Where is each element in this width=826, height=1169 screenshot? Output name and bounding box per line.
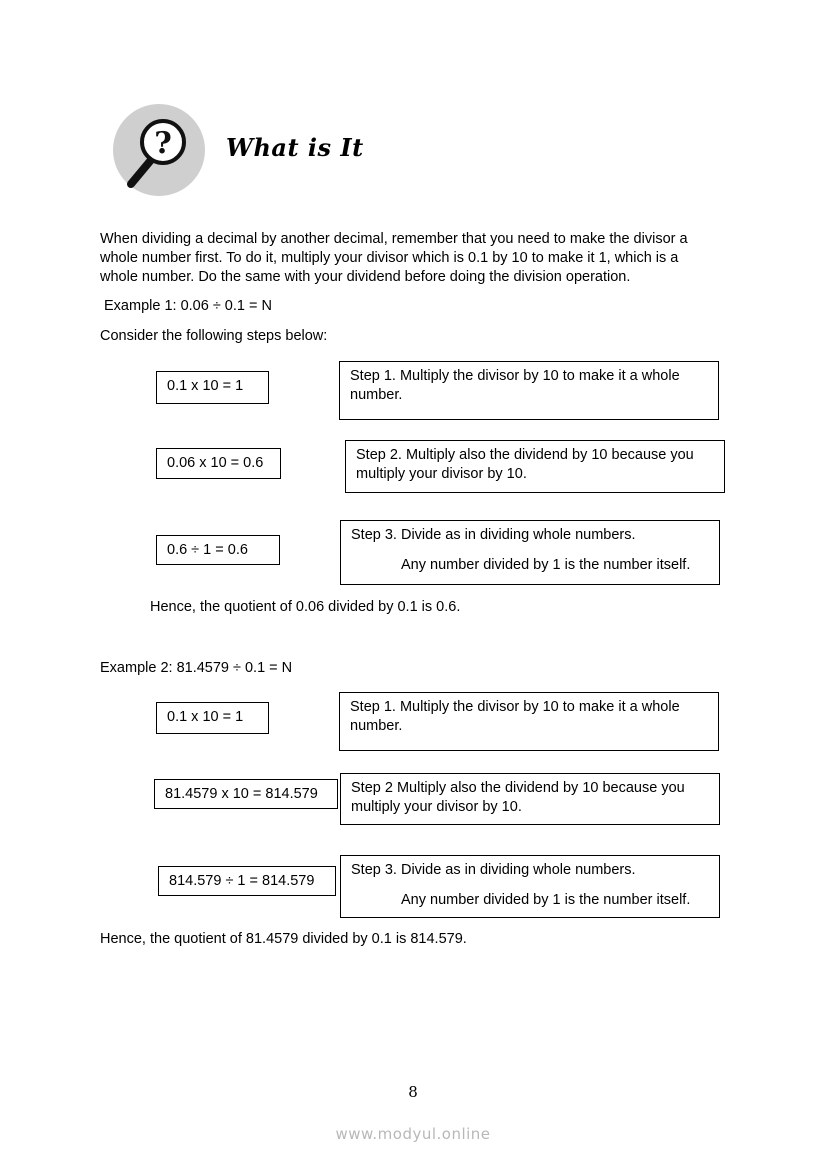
step-box: Step 1. Multiply the divisor by 10 to make it a whole number. [339, 692, 719, 751]
step-box: Step 2 Multiply also the dividend by 10 because you multiply your divisor by 10. [340, 773, 720, 825]
step-note: Any number divided by 1 is the number itself. [401, 892, 691, 908]
step-note: Any number divided by 1 is the number itself. [401, 557, 691, 573]
section-title: What is It [226, 133, 364, 162]
watermark: www.modyul.online [335, 1125, 491, 1143]
equation-box: 0.1 x 10 = 1 [156, 702, 269, 734]
step-text: Step 3. Divide as in dividing whole numbers. [351, 862, 636, 878]
step-box: Step 1. Multiply the divisor by 10 to make it a whole number. [339, 361, 719, 420]
equation-box: 814.579 ÷ 1 = 814.579 [158, 866, 336, 896]
equation-box: 81.4579 x 10 = 814.579 [154, 779, 338, 809]
intro-line: whole number. Do the same with your dividend before doing the division operation. [100, 269, 631, 285]
step-box [340, 855, 720, 918]
step-box: Step 2. Multiply also the dividend by 10 because you multiply your divisor by 10. [345, 440, 725, 493]
page-number: 8 [408, 1083, 418, 1101]
example1-conclusion: Hence, the quotient of 0.06 divided by 0.1 is 0.6. [150, 599, 461, 615]
svg-text:?: ? [154, 126, 172, 161]
equation-box: 0.6 ÷ 1 = 0.6 [156, 535, 280, 565]
intro-line: When dividing a decimal by another decimal, remember that you need to make the divisor a [100, 231, 688, 247]
equation-box: 0.06 x 10 = 0.6 [156, 448, 281, 479]
step-text: Step 3. Divide as in dividing whole numbers. [351, 527, 636, 543]
example1-lead: Consider the following steps below: [100, 328, 328, 344]
example2-heading: Example 2: 81.4579 ÷ 0.1 = N [100, 660, 293, 676]
step-box [340, 520, 720, 585]
intro-line: whole number first. To do it, multiply your divisor which is 0.1 by 10 to make it 1, which is a [100, 250, 679, 266]
example1-heading: Example 1: 0.06 ÷ 0.1 = N [104, 298, 272, 314]
intro-paragraph [100, 230, 740, 287]
equation-box: 0.1 x 10 = 1 [156, 371, 269, 404]
magnifier-question-icon [113, 104, 205, 196]
example2-conclusion: Hence, the quotient of 81.4579 divided by 0.1 is 814.579. [100, 931, 467, 947]
